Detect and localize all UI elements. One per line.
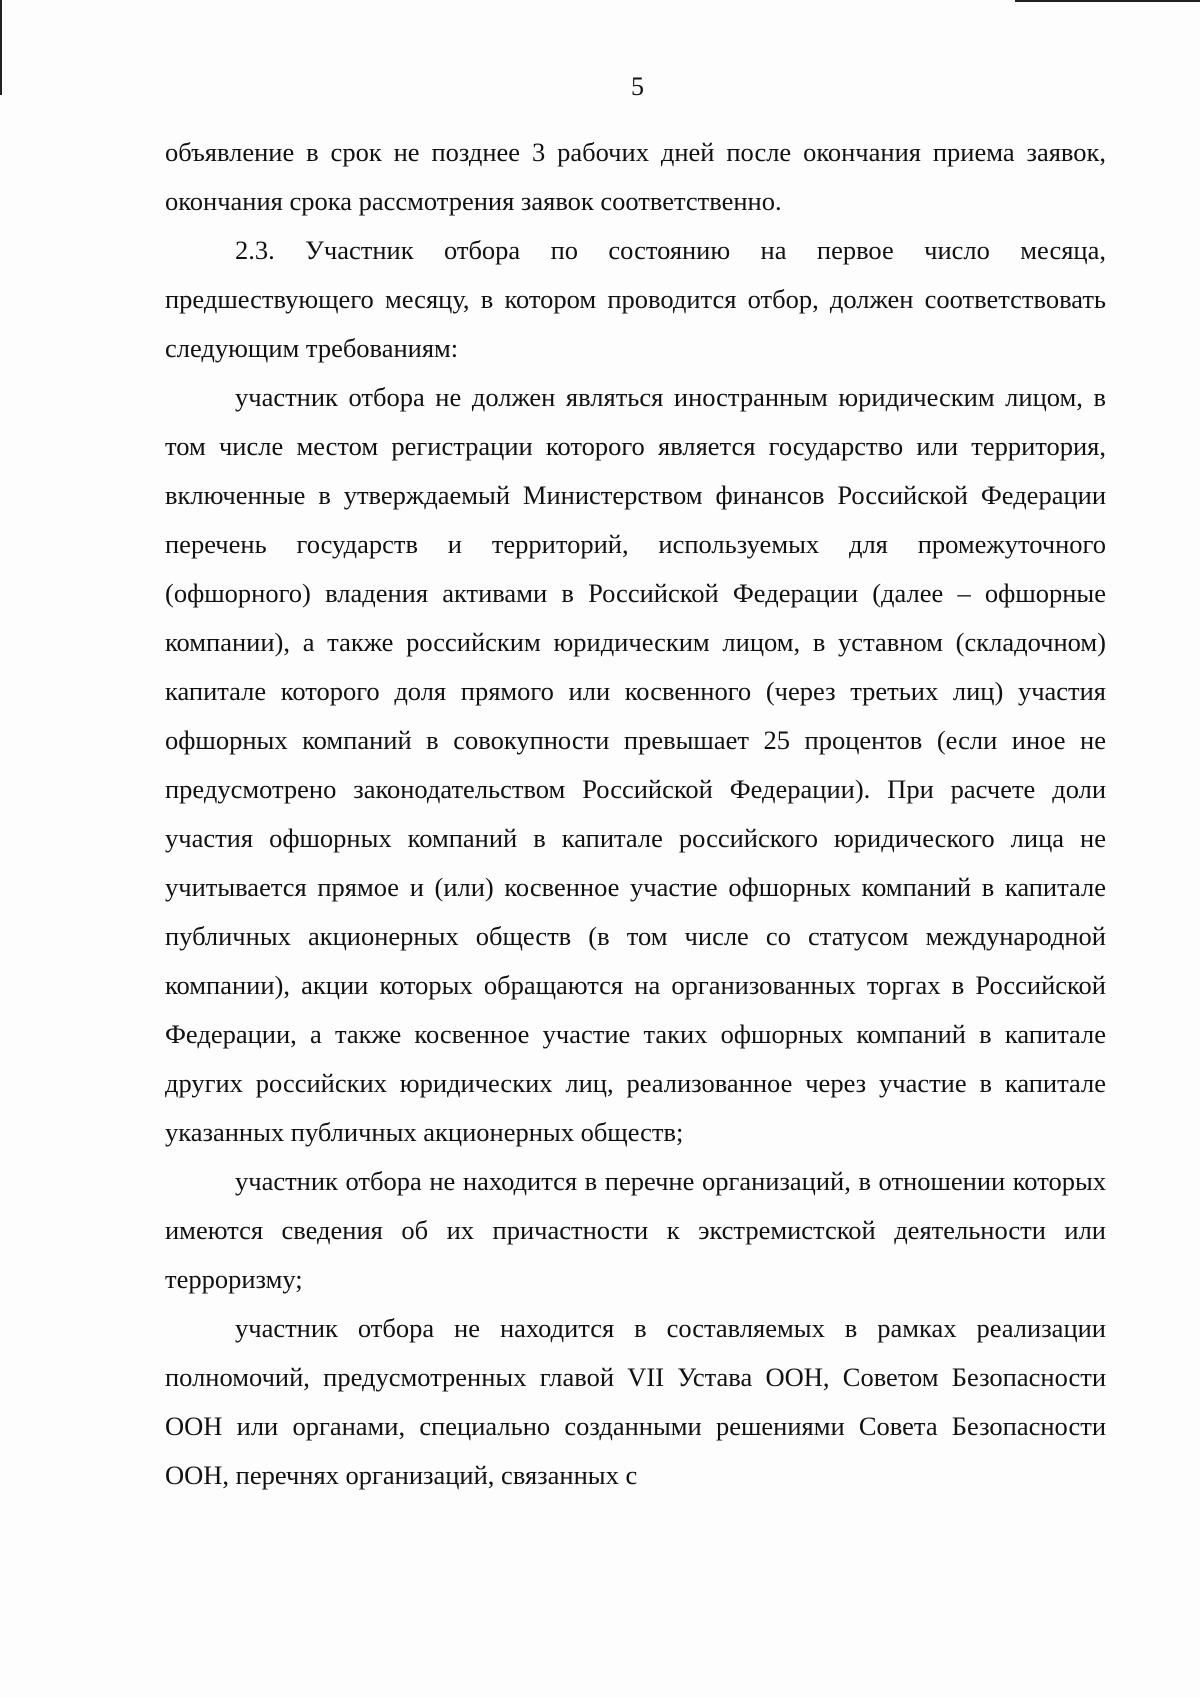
paragraph-continuation: объявление в срок не позднее 3 рабочих дней после окончания приема заявок, окончания срока рассмотрения заявок соответственно.	[165, 137, 1106, 216]
document-body	[165, 128, 1106, 1500]
scan-edge-top	[1015, 0, 1200, 2]
paragraph-requirement-extremism: участник отбора не находится в перечне организаций, в отношении которых имеются сведения об их причастности к экстремистской деятельности или терроризму;	[165, 1166, 1106, 1294]
page-number: 5	[631, 72, 644, 101]
paragraph-requirement-un-lists: участник отбора не находится в составляемых в рамках реализации полномочий, предусмотренных главой VII Устава ООН, Советом Безопасности ООН или органами, специально созданными решениями Совета Безопасности ООН, перечнях организаций, связанных с	[165, 1313, 1106, 1490]
paragraph-requirement-offshore: участник отбора не должен являться иностранным юридическим лицом, в том числе местом регистрации которого является государство или территория, включенные в утверждаемый Министерством финансов Российской Федерации перечень государств и территорий, используемых для промежуточного (офшорного) владения активами в Российской Федерации (далее – офшорные компании), а также российским юридическим лицом, в уставном (складочном) капитале которого доля прямого или косвенного (через третьих лиц) участия офшорных компаний в совокупности превышает 25 процентов (если иное не предусмотрено законодательством Российской Федерации). При расчете доли участия офшорных компаний в капитале российского юридического лица не учитывается прямое и (или) косвенное участие офшорных компаний в капитале публичных акционерных обществ (в том числе со статусом международной компании), акции которых обращаются на организованных торгах в Российской Федерации, а также косвенное участие таких офшорных компаний в капитале других российских юридических лиц, реализованное через участие в капитале указанных публичных акционерных обществ;	[165, 382, 1106, 1147]
paragraph-clause-2-3: 2.3. Участник отбора по состоянию на первое число месяца, предшествующего месяцу, в котором проводится отбор, должен соответствовать следующим требованиям:	[165, 235, 1106, 363]
